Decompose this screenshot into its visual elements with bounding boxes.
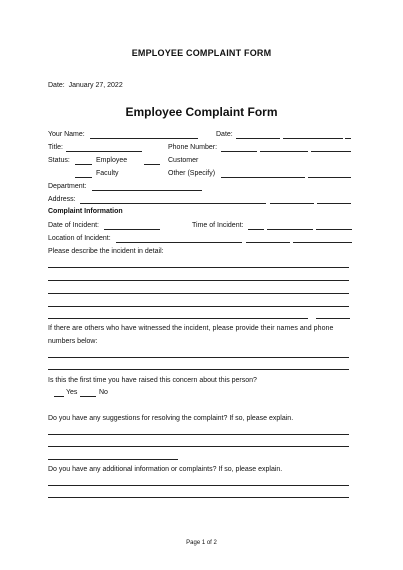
yes-checkbox[interactable] xyxy=(54,396,64,397)
date-value: January 27, 2022 xyxy=(68,82,123,89)
first-time-question: Is this the first time you have raised this concern about this person? xyxy=(48,377,257,384)
address-label: Address: xyxy=(48,196,76,203)
page-number: Page 1 of 2 xyxy=(186,540,217,546)
other-specify-field-1[interactable] xyxy=(221,177,305,178)
additional-info-line[interactable] xyxy=(48,497,349,498)
phone-label: Phone Number: xyxy=(168,144,218,151)
describe-line[interactable] xyxy=(48,267,349,268)
describe-line[interactable] xyxy=(48,280,349,281)
describe-label: Please describe the incident in detail: xyxy=(48,248,164,255)
witness-instructions-line2: numbers below: xyxy=(48,338,98,345)
customer-checkbox[interactable] xyxy=(144,164,160,165)
date-label: Date: xyxy=(48,82,65,89)
customer-option-label: Customer xyxy=(168,157,199,164)
suggestions-line[interactable] xyxy=(48,434,349,435)
form-title: Employee Complaint Form xyxy=(125,105,278,119)
other-specify-field-2[interactable] xyxy=(308,177,351,178)
employee-checkbox[interactable] xyxy=(75,164,92,165)
complaint-info-heading: Complaint Information xyxy=(48,208,123,215)
describe-line[interactable] xyxy=(48,293,349,294)
no-label: No xyxy=(99,389,108,396)
suggestions-question: Do you have any suggestions for resolving the complaint? If so, please explain. xyxy=(48,415,294,422)
witness-instructions-line1: If there are others who have witnessed the incident, please provide their names and phone xyxy=(48,325,334,332)
department-label: Department: xyxy=(48,183,87,190)
describe-line-end[interactable] xyxy=(316,318,350,319)
address-field-1[interactable] xyxy=(80,203,266,204)
document-title: EMPLOYEE COMPLAINT FORM xyxy=(131,48,272,58)
title-label: Title: xyxy=(48,144,63,151)
form-date-field-3[interactable] xyxy=(345,138,351,139)
time-of-incident-label: Time of Incident: xyxy=(192,222,244,229)
additional-info-question: Do you have any additional information or complaints? If so, please explain. xyxy=(48,466,283,473)
time-of-incident-field-3[interactable] xyxy=(316,229,352,230)
time-of-incident-field-1[interactable] xyxy=(248,229,264,230)
location-of-incident-label: Location of Incident: xyxy=(48,235,111,242)
describe-line[interactable] xyxy=(48,306,349,307)
location-field-1[interactable] xyxy=(116,242,242,243)
faculty-checkbox[interactable] xyxy=(75,177,92,178)
witness-line[interactable] xyxy=(48,369,349,370)
time-of-incident-field-2[interactable] xyxy=(267,229,313,230)
phone-field-2[interactable] xyxy=(260,151,308,152)
location-field-2[interactable] xyxy=(246,242,290,243)
date-of-incident-label: Date of Incident: xyxy=(48,222,99,229)
date-of-incident-field[interactable] xyxy=(104,229,160,230)
status-label: Status: xyxy=(48,157,70,164)
department-field[interactable] xyxy=(92,190,202,191)
no-checkbox[interactable] xyxy=(80,396,96,397)
employee-option-label: Employee xyxy=(96,157,128,164)
yes-label: Yes xyxy=(66,389,78,396)
location-field-3[interactable] xyxy=(293,242,352,243)
form-date-field-1[interactable] xyxy=(236,138,280,139)
other-option-label: Other (Specify) xyxy=(168,170,216,177)
address-field-3[interactable] xyxy=(317,203,351,204)
additional-info-line[interactable] xyxy=(48,485,349,486)
form-date-label: Date: xyxy=(216,131,233,138)
your-name-label: Your Name: xyxy=(48,131,85,138)
phone-field-3[interactable] xyxy=(311,151,351,152)
your-name-field[interactable] xyxy=(90,138,198,139)
faculty-option-label: Faculty xyxy=(96,170,119,177)
describe-line[interactable] xyxy=(48,318,308,319)
form-date-field-2[interactable] xyxy=(283,138,343,139)
address-field-2[interactable] xyxy=(270,203,314,204)
phone-field-1[interactable] xyxy=(221,151,257,152)
suggestions-line[interactable] xyxy=(48,446,349,447)
suggestions-line[interactable] xyxy=(48,459,178,460)
title-field[interactable] xyxy=(66,151,142,152)
witness-line[interactable] xyxy=(48,357,349,358)
document-date xyxy=(48,81,123,90)
